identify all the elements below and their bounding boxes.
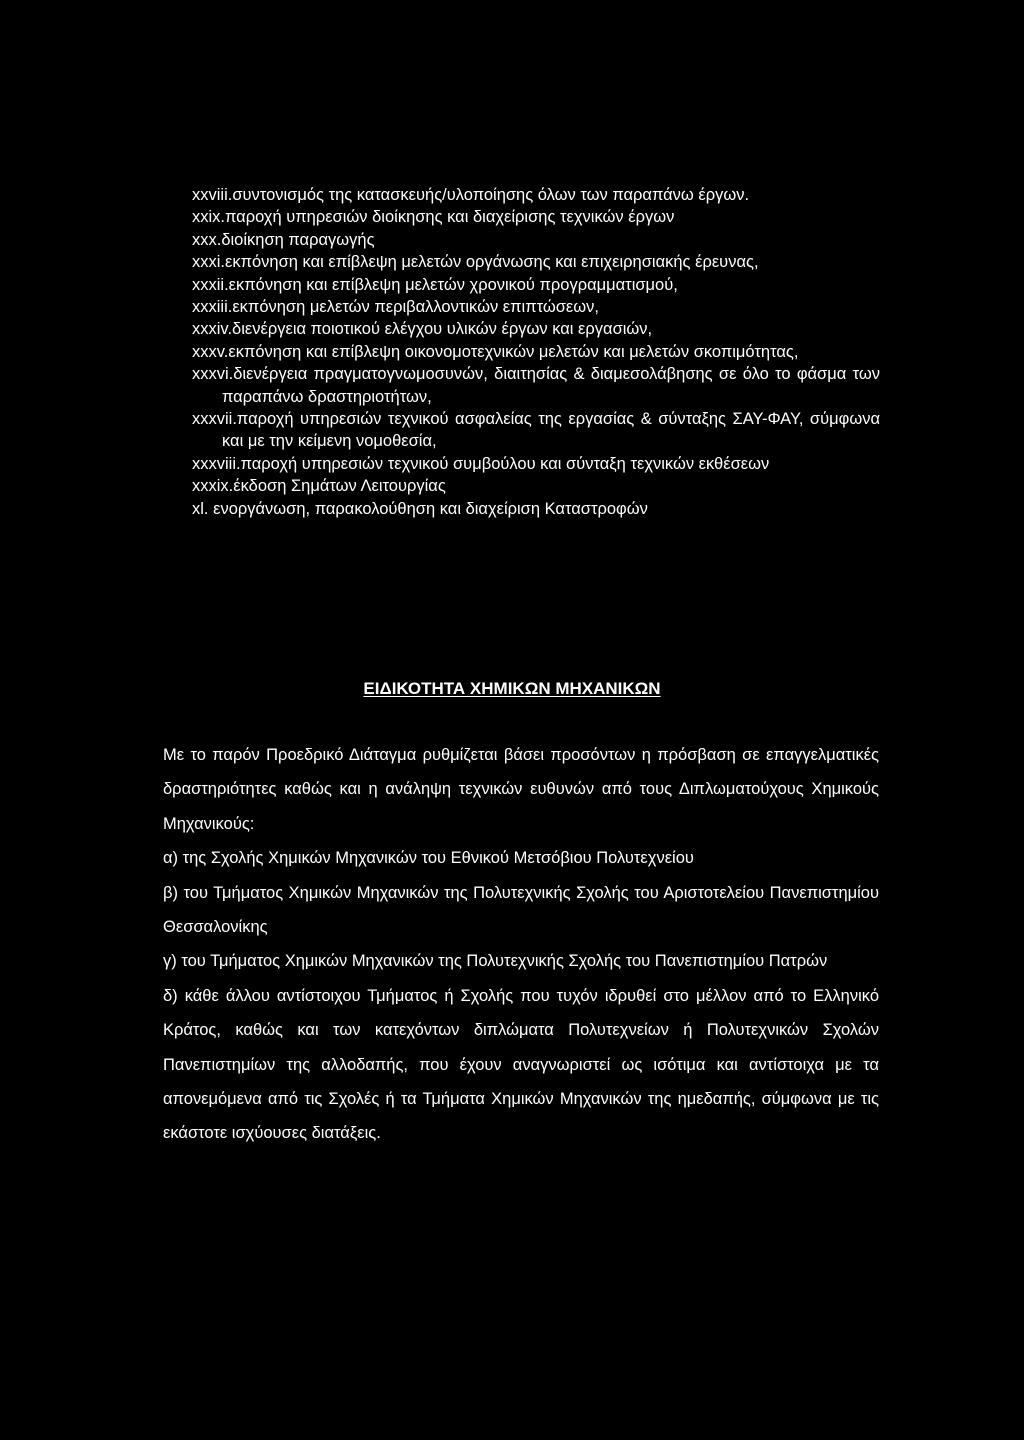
paragraph-b: β) του Τμήματος Χημικών Μηχανικών της Πολυτεχνικής Σχολής του Αριστοτελείου Πανεπιστημίου Θεσσαλονίκης — [163, 883, 879, 937]
section-heading: ΕΙΔΙΚΟΤΗΤΑ ΧΗΜΙΚΩΝ ΜΗΧΑΝΙΚΩΝ — [363, 679, 661, 698]
list-item: xxviii.συντονισμός της κατασκευής/υλοποίησης όλων των παραπάνω έργων. — [192, 186, 750, 204]
list-item: xxxi.εκπόνηση και επίβλεψη μελετών οργάνωσης και επιχειρησιακής έρευνας, — [192, 253, 759, 272]
section-body — [163, 738, 879, 1151]
list-item: xxxix.έκδοση Σημάτων Λειτουργίας — [192, 477, 446, 496]
list-item: xxx.διοίκηση παραγωγής — [192, 230, 375, 249]
paragraph-a: α) της Σχολής Χημικών Μηχανικών του Εθνικού Μετσόβιου Πολυτεχνείου — [163, 849, 694, 868]
list-item: xxxiv.διενέργεια ποιοτικού ελέγχου υλικών έργων και εργασιών, — [192, 320, 653, 339]
list-item: xxxiii.εκπόνηση μελετών περιβαλλοντικών επιπτώσεων, — [192, 298, 599, 317]
intro-paragraph: Με το παρόν Προεδρικό Διάταγμα ρυθμίζεται βάσει προσόντων η πρόσβαση σε επαγγελματικές δραστηριότητες καθώς και η ανάληψη τεχνικών ευθυνών από τους Διπλωματούχους Χημικούς Μηχανικούς: — [163, 746, 879, 833]
list-item: xxxviii.παροχή υπηρεσιών τεχνικού συμβούλου και σύνταξη τεχνικών εκθέσεων — [192, 454, 770, 473]
list-item: xxix.παροχή υπηρεσιών διοίκησης και διαχείρισης τεχνικών έργων — [192, 208, 675, 227]
list-item: xxxvii.παροχή υπηρεσιών τεχνικού ασφαλείας της εργασίας & σύνταξης ΣΑΥ-ΦΑΥ, σύμφωνα και με την κείμενη νομοθεσία, — [192, 410, 880, 451]
list-item: xxxvi.διενέργεια πραγματογνωμοσυνών, διαιτησίας & διαμεσολάβησης σε όλο το φάσμα των παραπάνω δραστηριοτήτων, — [192, 365, 880, 406]
list-item: xxxii.εκπόνηση και επίβλεψη μελετών χρονικού προγραμματισμού, — [192, 275, 678, 294]
competency-list — [192, 184, 880, 520]
paragraph-d: δ) κάθε άλλου αντίστοιχου Τμήματος ή Σχολής που τυχόν ιδρυθεί στο μέλλον από το Ελληνικό Κράτος, καθώς και των κατεχόντων διπλώματα Πολυτεχνείων ή Πολυτεχνικών Σχολών Πανεπιστημίων της αλλοδαπής, που έχουν αναγνωριστεί ως ισότιμα και αντίστοιχα με τα απονεμόμενα από τις Σχολές ή τα Τμήματα Χημικών Μηχανικών της ημεδαπής, σύμφωνα με τις εκάστοτε ισχύουσες διατάξεις. — [163, 986, 879, 1143]
paragraph-c: γ) του Τμήματος Χημικών Μηχανικών της Πολυτεχνικής Σχολής του Πανεπιστημίου Πατρών — [163, 952, 828, 971]
list-item: xxxv.εκπόνηση και επίβλεψη οικονομοτεχνικών μελετών και μελετών σκοπιμότητας, — [192, 342, 799, 361]
list-item: xl. ενοργάνωση, παρακολούθηση και διαχείριση Καταστροφών — [192, 499, 648, 518]
